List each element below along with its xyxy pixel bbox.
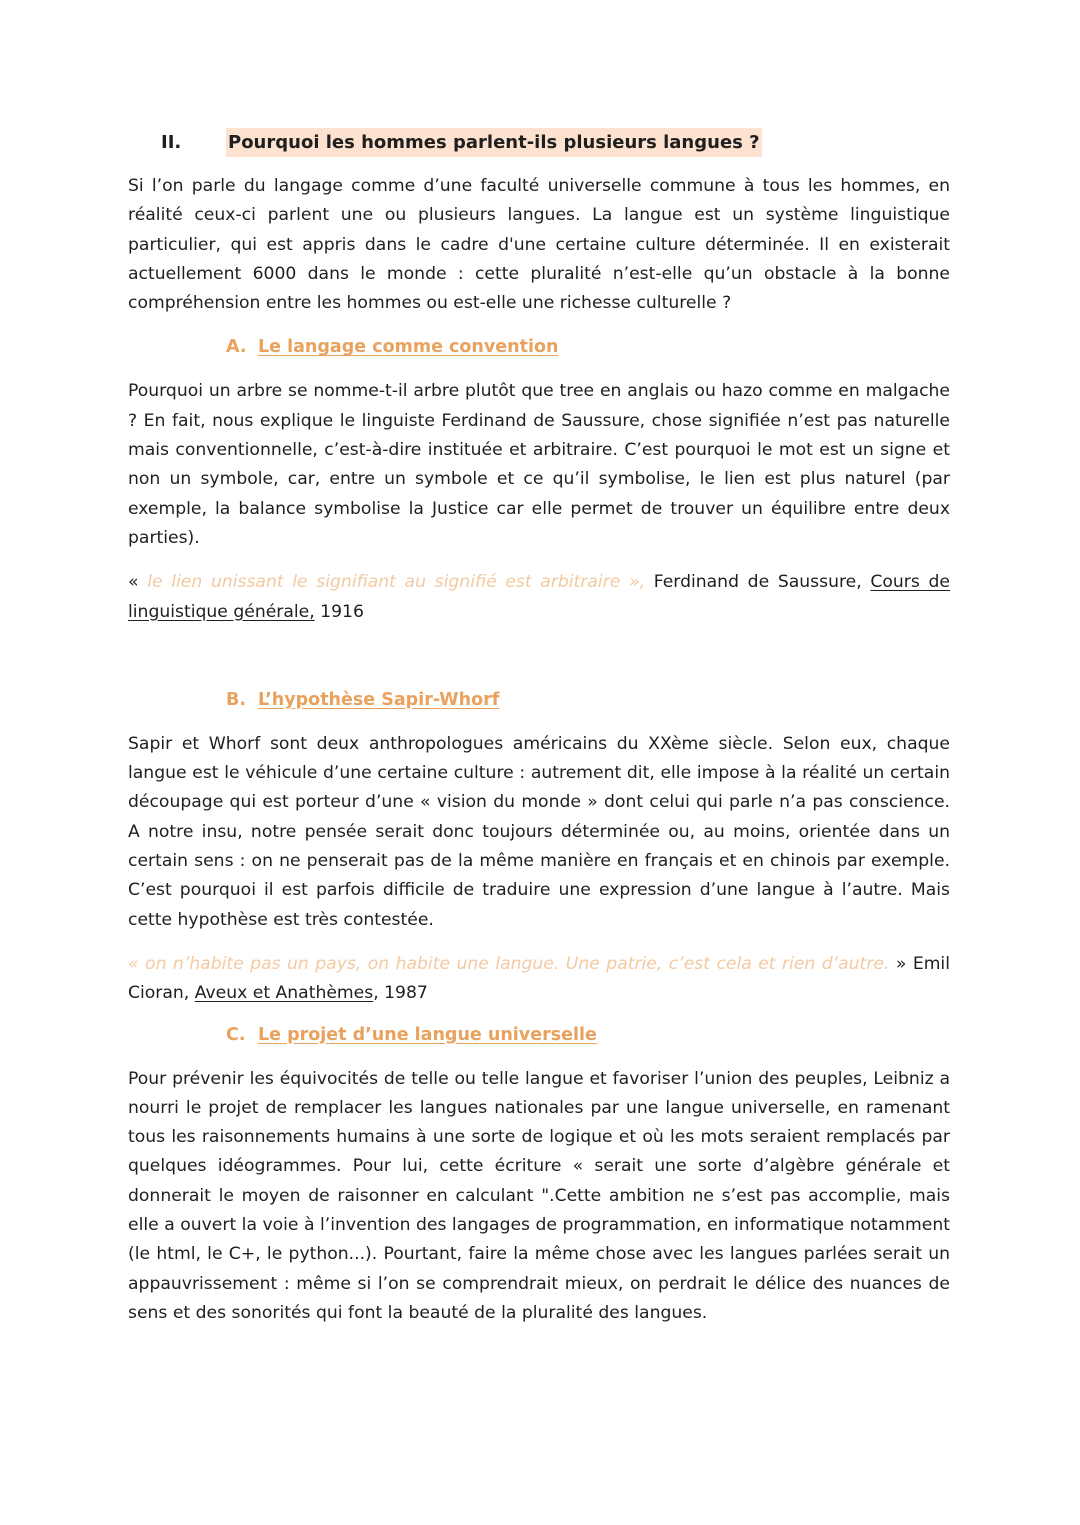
section-number: II. bbox=[161, 132, 182, 153]
subsection-a-body: Pourquoi un arbre se nomme-t-il arbre plutôt que tree en anglais ou hazo comme en malgache ? En fait, nous explique le linguiste Ferdinand de Saussure, chose signifiée n’est pas naturelle mais conventionnelle, c’est-à-dire instituée et arbitraire. C’est pourquoi le mot est un signe et non un symbole, car, entre un symbole et ce qu’il symbolise, le lien est plus naturel (par exemple, la balance symbolise la Justice car elle permet de trouver un équilibre entre deux parties). bbox=[128, 381, 950, 548]
subsection-b-letter: B. bbox=[226, 689, 246, 710]
quote-saussure-author: Ferdinand de Saussure, bbox=[645, 572, 871, 593]
quote-cioran-year: , 1987 bbox=[373, 983, 428, 1004]
subsection-c-letter: C. bbox=[226, 1024, 246, 1045]
subsection-c-body: Pour prévenir les équivocités de telle ou telle langue et favoriser l’union des peuples, Leibniz a nourri le projet de remplacer les langues nationales par une langue universelle, en ramenant tous les raisonnements humains à une sorte de logique et où les mots seraient remplacés par quelques idéogrammes. Pour lui, cette écriture « serait une sorte d’algèbre générale et donnerait le moyen de raisonner en calculant ".Cette ambition ne s’est pas accomplie, mais elle a ouvert la voie à l’invention des langages de programmation, en informatique notamment (le html, le C+, le python...). Pourtant, faire la même chose avec les langues parlées serait un appauvrissement : même si l’on se comprendrait mieux, on perdrait le délice des nuances de sens et des sonorités qui font la beauté de la pluralité des langues. bbox=[128, 1068, 950, 1323]
section-title: Pourquoi les hommes parlent-ils plusieurs langues ? bbox=[226, 128, 762, 157]
subsection-c-title: Le projet d’une langue universelle bbox=[258, 1024, 597, 1045]
quote-cioran bbox=[128, 950, 950, 1009]
quote-cioran-work: Aveux et Anathèmes bbox=[194, 983, 374, 1004]
quote-saussure bbox=[128, 568, 950, 627]
quote-saussure-text: le lien unissant le signifiant au signifié est arbitraire », bbox=[147, 572, 646, 593]
subsection-b-heading bbox=[128, 686, 950, 715]
quote-saussure-open: « bbox=[128, 572, 148, 593]
subsection-a-heading bbox=[128, 333, 950, 362]
subsection-a-letter: A. bbox=[226, 337, 247, 358]
subsection-c-heading bbox=[128, 1021, 950, 1050]
document-content bbox=[128, 128, 950, 1328]
subsection-b-title: L’hypothèse Sapir-Whorf bbox=[258, 689, 500, 710]
subsection-b-body: Sapir et Whorf sont deux anthropologues américains du XXème siècle. Selon eux, chaque langue est le véhicule d’une certaine culture : autrement dit, elle impose à la réalité un certain découpage qui est porteur d’une « vision du monde » dont celui qui parle n’a pas conscience. A notre insu, notre pensée serait donc toujours déterminée ou, au moins, orientée dans un certain sens : on ne penserait pas de la même manière en français et en chinois par exemple. C’est pourquoi il est parfois difficile de traduire une expression d’une langue à l’autre. Mais cette hypothèse est très contestée. bbox=[128, 733, 950, 930]
quote-cioran-text: « on n’habite pas un pays, on habite une langue. Une patrie, c’est cela et rien d’autre. bbox=[128, 953, 890, 974]
quote-saussure-year: 1916 bbox=[314, 601, 364, 622]
quote-cioran-author: » Emil Cioran, bbox=[128, 953, 950, 1004]
quote-saussure-work: Cours de linguistique générale, bbox=[128, 572, 950, 622]
subsection-a-title: Le langage comme convention bbox=[258, 337, 559, 358]
section-heading bbox=[128, 128, 950, 157]
section-intro: Si l’on parle du langage comme d’une faculté universelle commune à tous les hommes, en réalité ceux-ci parlent une ou plusieurs langues. La langue est un système linguistique particulier, qui est appris dans le cadre d'une certaine culture déterminée. Il en existerait actuellement 6000 dans le monde : cette pluralité n’est-elle qu’un obstacle à la bonne compréhension entre les hommes ou est-elle une richesse culturelle ? bbox=[128, 176, 950, 314]
